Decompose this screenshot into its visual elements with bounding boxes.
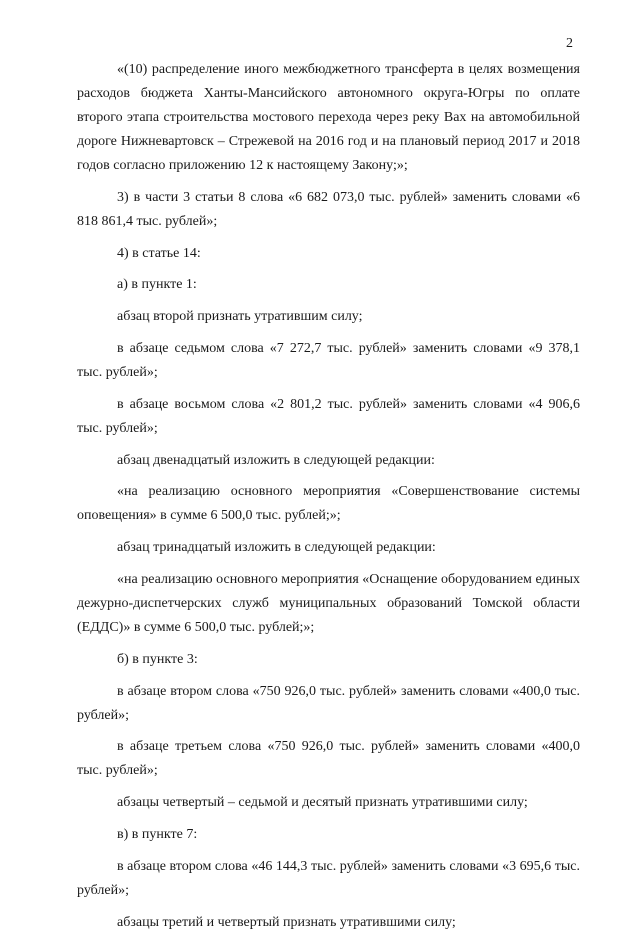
paragraph-10: абзац тринадцатый изложить в следующей редакции: <box>117 540 436 556</box>
paragraph-3: 4) в статье 14: <box>117 245 201 261</box>
paragraph-4: а) в пункте 1: <box>117 277 197 293</box>
paragraph-5: абзац второй признать утратившим силу; <box>117 309 363 325</box>
paragraph-11: «на реализацию основного мероприятия «Оснащение оборудованием единых дежурно-диспетчерских служб муниципальных образований Томской области (ЕДДС)» в сумме 6 500,0 тыс. рублей;»; <box>77 571 580 635</box>
paragraph-9: «на реализацию основного мероприятия «Совершенствование системы оповещения» в сумме 6 500,0 тыс. рублей;»; <box>77 484 580 524</box>
paragraph-12: б) в пункте 3: <box>117 651 198 667</box>
paragraph-18: абзацы третий и четвертый признать утратившими силу; <box>117 914 456 930</box>
paragraph-15: абзацы четвертый – седьмой и десятый признать утратившими силу; <box>117 795 528 811</box>
paragraph-17: в абзаце втором слова «46 144,3 тыс. рублей» заменить словами «3 695,6 тыс. рублей»; <box>77 858 580 898</box>
page-number: 2 <box>566 36 573 51</box>
document-body <box>77 58 580 935</box>
paragraph-8: абзац двенадцатый изложить в следующей редакции: <box>117 452 435 468</box>
paragraph-1: «(10) распределение иного межбюджетного трансферта в целях возмещения расходов бюджета Ханты-Мансийского автономного округа-Югры по оплате второго этапа строительства мостового перехода через реку Вах на автомобильной дороге Нижневартовск – Стрежевой на 2016 год и на плановый период 2017 и 2018 годов согласно приложению 12 к настоящему Закону;»; <box>77 62 580 173</box>
paragraph-16: в) в пункте 7: <box>117 826 198 842</box>
paragraph-2: 3) в части 3 статьи 8 слова «6 682 073,0 тыс. рублей» заменить словами «6 818 861,4 тыс. рублей»; <box>77 189 580 229</box>
paragraph-14: в абзаце третьем слова «750 926,0 тыс. рублей» заменить словами «400,0 тыс. рублей»; <box>77 739 580 779</box>
paragraph-6: в абзаце седьмом слова «7 272,7 тыс. рублей» заменить словами «9 378,1 тыс. рублей»; <box>77 340 580 380</box>
paragraph-7: в абзаце восьмом слова «2 801,2 тыс. рублей» заменить словами «4 906,6 тыс. рублей»; <box>77 396 580 436</box>
paragraph-13: в абзаце втором слова «750 926,0 тыс. рублей» заменить словами «400,0 тыс. рублей»; <box>77 683 580 723</box>
